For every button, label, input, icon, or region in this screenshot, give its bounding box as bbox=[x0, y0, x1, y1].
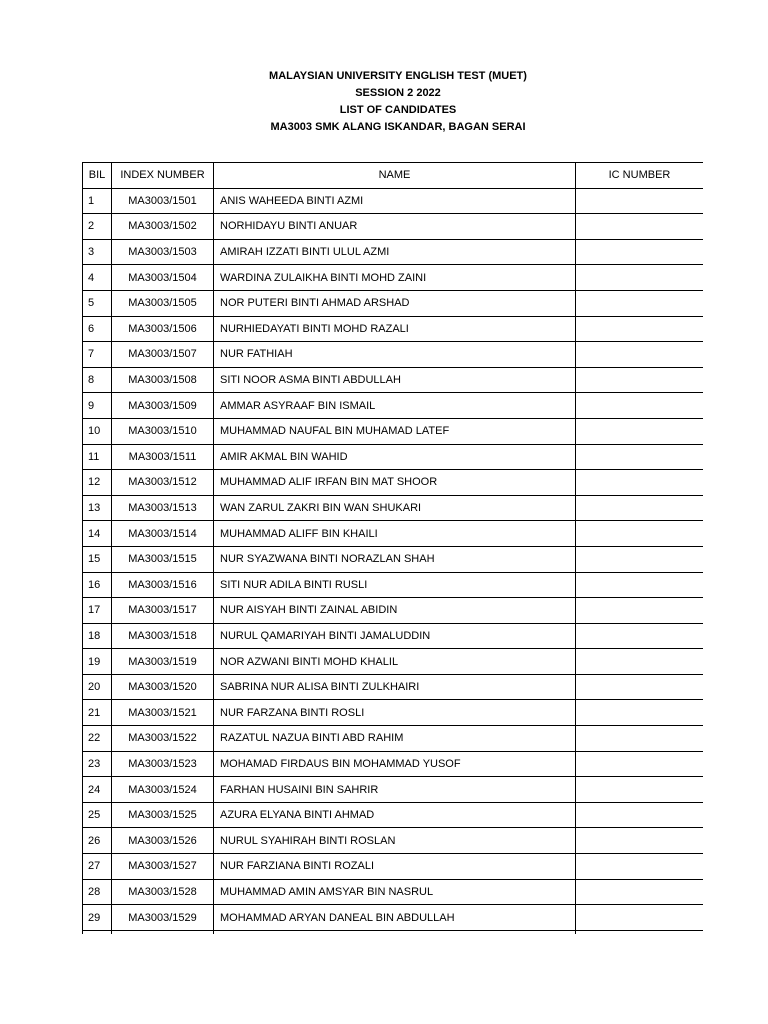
row-ic-number bbox=[576, 290, 704, 316]
row-ic-number bbox=[576, 572, 704, 598]
row-ic-number bbox=[576, 444, 704, 470]
row-ic-number bbox=[576, 700, 704, 726]
header-name: NAME bbox=[214, 163, 576, 189]
row-name: AMIRAH IZZATI BINTI ULUL AZMI bbox=[214, 239, 576, 265]
row-bil: 20 bbox=[83, 674, 112, 700]
row-ic-number bbox=[576, 188, 704, 214]
table-row bbox=[83, 802, 704, 828]
row-name: NURUL SYAHIRAH BINTI ROSLAN bbox=[214, 828, 576, 854]
row-ic-number bbox=[576, 879, 704, 905]
row-index-number: MA3003/1522 bbox=[112, 726, 214, 752]
header-index-number: INDEX NUMBER bbox=[112, 163, 214, 189]
table-row bbox=[83, 521, 704, 547]
row-bil: 1 bbox=[83, 188, 112, 214]
row-bil: 10 bbox=[83, 418, 112, 444]
row-name: NUR AISYAH BINTI ZAINAL ABIDIN bbox=[214, 598, 576, 624]
table-row bbox=[83, 239, 704, 265]
row-bil: 14 bbox=[83, 521, 112, 547]
row-index-number: MA3003/1524 bbox=[112, 777, 214, 803]
row-ic-number bbox=[576, 470, 704, 496]
header-bil: BIL bbox=[83, 163, 112, 189]
row-bil: 3 bbox=[83, 239, 112, 265]
table-row bbox=[83, 188, 704, 214]
table-row bbox=[83, 546, 704, 572]
row-index-number: MA3003/1511 bbox=[112, 444, 214, 470]
row-index-number: MA3003/1518 bbox=[112, 623, 214, 649]
table-row bbox=[83, 905, 704, 931]
row-bil: 25 bbox=[83, 802, 112, 828]
row-ic-number bbox=[576, 418, 704, 444]
row-ic-number bbox=[576, 649, 704, 675]
row-index-number: MA3003/1504 bbox=[112, 265, 214, 291]
row-index-number: MA3003/1502 bbox=[112, 214, 214, 240]
row-bil: 15 bbox=[83, 546, 112, 572]
table-row bbox=[83, 700, 704, 726]
row-bil: 2 bbox=[83, 214, 112, 240]
row-name: MUHAMMAD ALIF IRFAN BIN MAT SHOOR bbox=[214, 470, 576, 496]
row-ic-number bbox=[576, 342, 704, 368]
row-bil: 21 bbox=[83, 700, 112, 726]
row-index-number: MA3003/1517 bbox=[112, 598, 214, 624]
row-ic-number bbox=[576, 674, 704, 700]
table-row bbox=[83, 623, 704, 649]
row-bil: 18 bbox=[83, 623, 112, 649]
row-bil: 5 bbox=[83, 290, 112, 316]
row-name: AMIR AKMAL BIN WAHID bbox=[214, 444, 576, 470]
row-name: FARHAN HUSAINI BIN SAHRIR bbox=[214, 777, 576, 803]
row-index-number: MA3003/1506 bbox=[112, 316, 214, 342]
row-index-number: MA3003/1501 bbox=[112, 188, 214, 214]
table-body bbox=[83, 188, 704, 934]
row-ic-number bbox=[576, 598, 704, 624]
row-ic-number bbox=[576, 239, 704, 265]
row-index-number: MA3003/1515 bbox=[112, 546, 214, 572]
row-ic-number bbox=[576, 623, 704, 649]
row-index-number: MA3003/1519 bbox=[112, 649, 214, 675]
row-ic-number bbox=[576, 495, 704, 521]
row-bil: 11 bbox=[83, 444, 112, 470]
candidate-table-wrapper bbox=[82, 162, 703, 934]
row-name: WAN ZARUL ZAKRI BIN WAN SHUKARI bbox=[214, 495, 576, 521]
table-row bbox=[83, 418, 704, 444]
row-index-number: MA3003/1520 bbox=[112, 674, 214, 700]
row-ic-number bbox=[576, 751, 704, 777]
row-name: NOR AZWANI BINTI MOHD KHALIL bbox=[214, 649, 576, 675]
row-index-number: MA3003/1508 bbox=[112, 367, 214, 393]
row-name: SABRINA NUR ALISA BINTI ZULKHAIRI bbox=[214, 674, 576, 700]
table-row bbox=[83, 265, 704, 291]
row-bil: 23 bbox=[83, 751, 112, 777]
table-row bbox=[83, 572, 704, 598]
row-bil: 29 bbox=[83, 905, 112, 931]
row-ic-number bbox=[576, 393, 704, 419]
row-index-number: MA3003/1514 bbox=[112, 521, 214, 547]
session-title: SESSION 2 2022 bbox=[355, 87, 441, 99]
row-bil: 27 bbox=[83, 854, 112, 880]
row-ic-number bbox=[576, 367, 704, 393]
row-bil: 24 bbox=[83, 777, 112, 803]
row-name: NORHIDAYU BINTI ANUAR bbox=[214, 214, 576, 240]
row-index-number: MA3003/1503 bbox=[112, 239, 214, 265]
table-row bbox=[83, 879, 704, 905]
row-index-number: MA3003/1523 bbox=[112, 751, 214, 777]
row-bil: 7 bbox=[83, 342, 112, 368]
row-name: SITI NOOR ASMA BINTI ABDULLAH bbox=[214, 367, 576, 393]
row-ic-number bbox=[576, 214, 704, 240]
row-name: ANIS WAHEEDA BINTI AZMI bbox=[214, 188, 576, 214]
row-name: NUR SYAZWANA BINTI NORAZLAN SHAH bbox=[214, 546, 576, 572]
row-name: NUR FARZANA BINTI ROSLI bbox=[214, 700, 576, 726]
row-name: SITI NUR ADILA BINTI RUSLI bbox=[214, 572, 576, 598]
row-bil: 9 bbox=[83, 393, 112, 419]
row-name: MUHAMMAD ALIFF BIN KHAILI bbox=[214, 521, 576, 547]
table-row bbox=[83, 777, 704, 803]
row-index-number: MA3003/1512 bbox=[112, 470, 214, 496]
row-index-number: MA3003/1509 bbox=[112, 393, 214, 419]
row-bil: 8 bbox=[83, 367, 112, 393]
row-bil: 22 bbox=[83, 726, 112, 752]
row-name: MOHAMMAD ARYAN DANEAL BIN ABDULLAH bbox=[214, 905, 576, 931]
row-index-number: MA3003/1507 bbox=[112, 342, 214, 368]
row-bil: 13 bbox=[83, 495, 112, 521]
row-name: WARDINA ZULAIKHA BINTI MOHD ZAINI bbox=[214, 265, 576, 291]
row-bil: 19 bbox=[83, 649, 112, 675]
row-index-number: MA3003/1526 bbox=[112, 828, 214, 854]
row-bil: 28 bbox=[83, 879, 112, 905]
row-index-number: MA3003/1505 bbox=[112, 290, 214, 316]
row-ic-number bbox=[576, 546, 704, 572]
row-name: RAZATUL NAZUA BINTI ABD RAHIM bbox=[214, 726, 576, 752]
row-bil: 26 bbox=[83, 828, 112, 854]
table-row bbox=[83, 828, 704, 854]
empty-cell bbox=[112, 930, 214, 934]
row-name: NOR PUTERI BINTI AHMAD ARSHAD bbox=[214, 290, 576, 316]
row-bil: 6 bbox=[83, 316, 112, 342]
row-name: MUHAMMAD NAUFAL BIN MUHAMAD LATEF bbox=[214, 418, 576, 444]
row-name: NUR FARZIANA BINTI ROZALI bbox=[214, 854, 576, 880]
row-ic-number bbox=[576, 521, 704, 547]
row-ic-number bbox=[576, 316, 704, 342]
candidate-table bbox=[82, 162, 703, 934]
table-row bbox=[83, 444, 704, 470]
row-ic-number bbox=[576, 802, 704, 828]
document-header bbox=[0, 68, 768, 136]
row-name: MOHAMAD FIRDAUS BIN MOHAMMAD YUSOF bbox=[214, 751, 576, 777]
row-bil: 12 bbox=[83, 470, 112, 496]
table-row bbox=[83, 342, 704, 368]
row-ic-number bbox=[576, 828, 704, 854]
table-row bbox=[83, 674, 704, 700]
row-index-number: MA3003/1529 bbox=[112, 905, 214, 931]
row-ic-number bbox=[576, 905, 704, 931]
row-bil: 17 bbox=[83, 598, 112, 624]
table-row-continued bbox=[83, 930, 704, 934]
table-row bbox=[83, 726, 704, 752]
row-index-number: MA3003/1516 bbox=[112, 572, 214, 598]
school-title: MA3003 SMK ALANG ISKANDAR, BAGAN SERAI bbox=[270, 121, 526, 133]
table-row bbox=[83, 367, 704, 393]
table-row bbox=[83, 751, 704, 777]
table-row bbox=[83, 495, 704, 521]
row-index-number: MA3003/1527 bbox=[112, 854, 214, 880]
table-row bbox=[83, 854, 704, 880]
row-index-number: MA3003/1510 bbox=[112, 418, 214, 444]
table-row bbox=[83, 290, 704, 316]
table-row bbox=[83, 470, 704, 496]
header-ic-number: IC NUMBER bbox=[576, 163, 704, 189]
row-bil: 16 bbox=[83, 572, 112, 598]
row-index-number: MA3003/1525 bbox=[112, 802, 214, 828]
table-row bbox=[83, 649, 704, 675]
row-ic-number bbox=[576, 726, 704, 752]
row-ic-number bbox=[576, 854, 704, 880]
list-title: LIST OF CANDIDATES bbox=[339, 104, 457, 116]
table-row bbox=[83, 214, 704, 240]
row-name: NUR FATHIAH bbox=[214, 342, 576, 368]
row-name: AZURA ELYANA BINTI AHMAD bbox=[214, 802, 576, 828]
row-index-number: MA3003/1513 bbox=[112, 495, 214, 521]
empty-cell bbox=[214, 930, 576, 934]
row-name: NURUL QAMARIYAH BINTI JAMALUDDIN bbox=[214, 623, 576, 649]
row-ic-number bbox=[576, 777, 704, 803]
table-row bbox=[83, 316, 704, 342]
row-bil: 4 bbox=[83, 265, 112, 291]
row-index-number: MA3003/1528 bbox=[112, 879, 214, 905]
empty-cell bbox=[576, 930, 704, 934]
table-header-row bbox=[83, 163, 704, 189]
row-name: MUHAMMAD AMIN AMSYAR BIN NASRUL bbox=[214, 879, 576, 905]
exam-title: MALAYSIAN UNIVERSITY ENGLISH TEST (MUET) bbox=[269, 70, 527, 82]
row-name: NURHIEDAYATI BINTI MOHD RAZALI bbox=[214, 316, 576, 342]
table-row bbox=[83, 598, 704, 624]
table-row bbox=[83, 393, 704, 419]
row-index-number: MA3003/1521 bbox=[112, 700, 214, 726]
row-name: AMMAR ASYRAAF BIN ISMAIL bbox=[214, 393, 576, 419]
row-ic-number bbox=[576, 265, 704, 291]
empty-cell bbox=[83, 930, 112, 934]
